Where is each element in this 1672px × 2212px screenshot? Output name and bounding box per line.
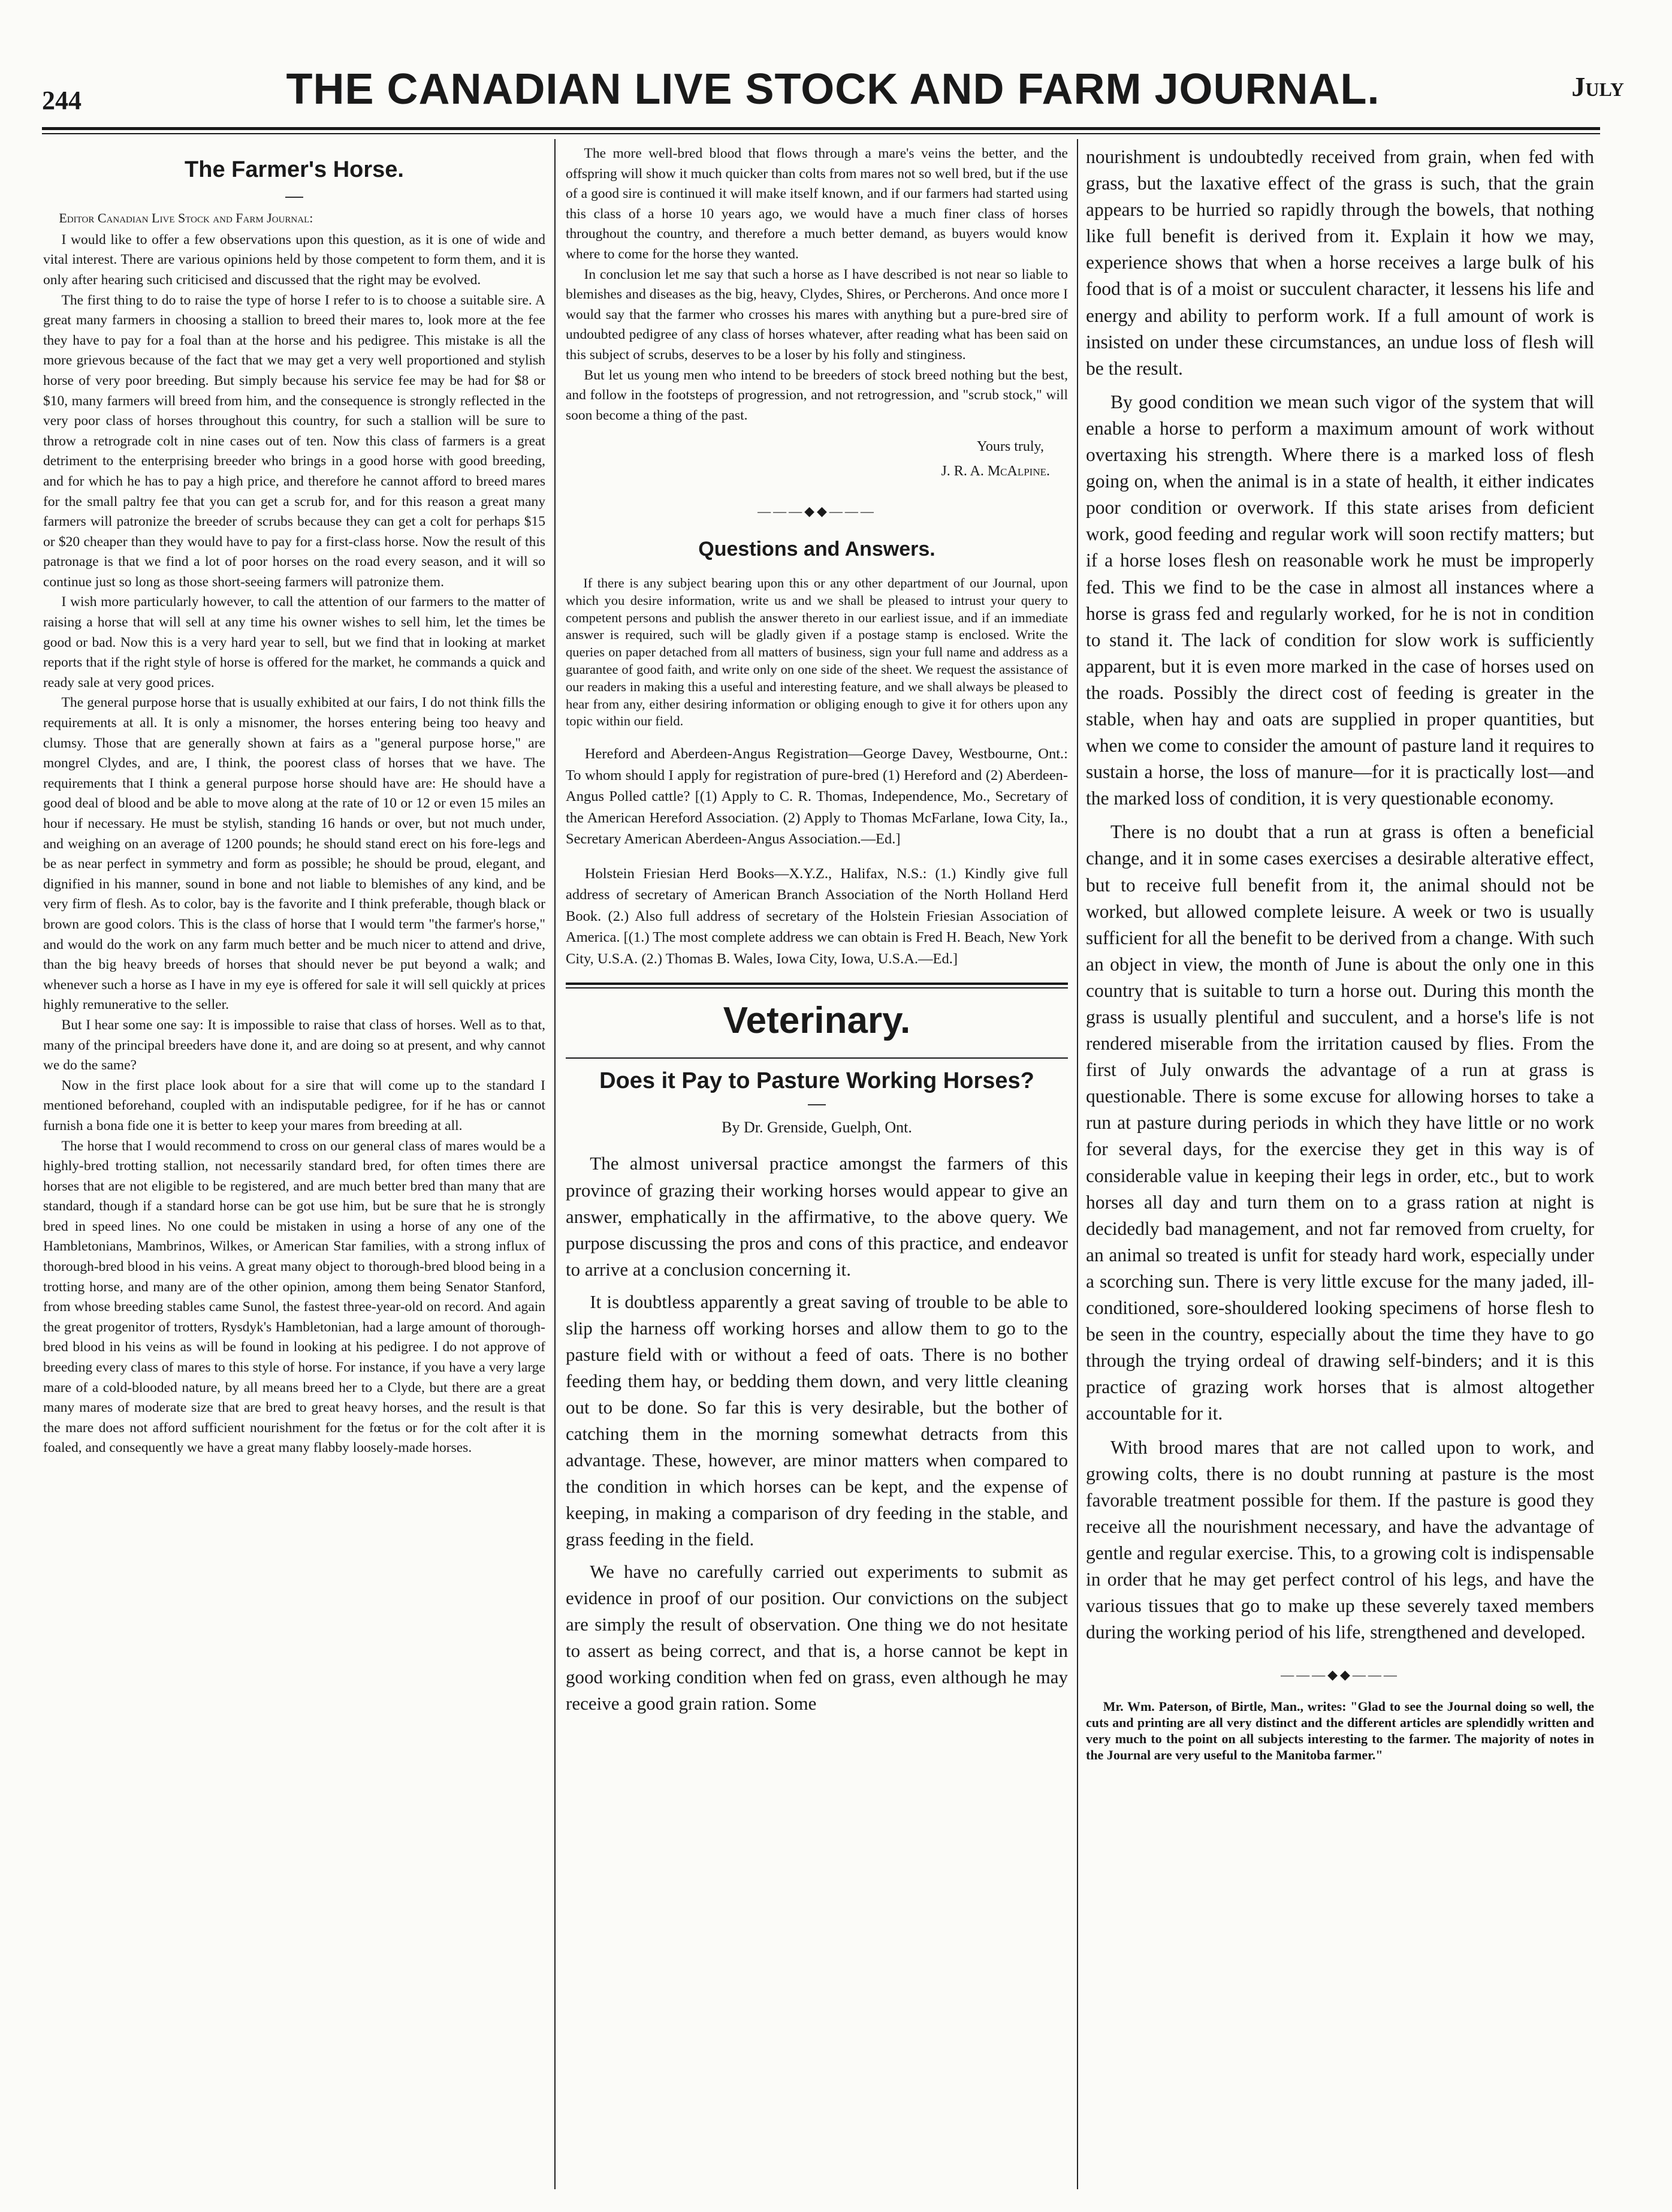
article-paragraph: With brood mares that are not called upon to work, and growing colts, there is no doubt running at pasture is the most favorable treatment possible for them. If the pasture is good they receive all the nourishment necessary, and have the advantage of gentle and regular exercise. This, to a growing colt is indispensable in order that he may get perfect control of his legs, and have the various tissues that go to make up these severely taxed members during the working period of his life, strengthened and developed.: [1086, 1436, 1594, 1643]
article-paragraph: The more well-bred blood that flows through a mare's veins the better, and the offspring will show it much quicker than colts from mares not so well bred, but if the use of a good sire is continued it will make itself known, and if our farmers had started using this class of a horse 10 years ago, we would have a much finer class of horses throughout the country, and therefore a much better demand, as buyers would know where to come for the horse they wanted.: [566, 146, 1068, 262]
article-paragraph: But I hear some one say: It is impossible to raise that class of horses. Well as to that, many of the principal breeders have done it, and are doing so at present, and why cannot we do the same?: [43, 1017, 545, 1074]
article-paragraph: Now in the first place look about for a sire that will come up to the standard I mentioned beforehand, coupled with an indisputable pedigree, for if he has or cannot furnish a bona fide one it is better to keep your mares from breeding at all.: [43, 1077, 545, 1134]
section-title-questions: Questions and Answers.: [698, 538, 935, 561]
article-title-pasture: Does it Pay to Pasture Working Horses?: [599, 1068, 1034, 1093]
questions-notice: If there is any subject bearing upon this or any other department of our Journal, upon which you desire information, write us and we shall be pleased to intrust your query to competent persons and publish the answer thereto in our earliest issue, and if an immediate answer is required, such will be gladly given if a postage stamp is enclosed. Write the queries on paper detached from all matters of business, sign your full name and address as a guarantee of good faith, and write only on one side of the sheet. We request the assistance of our readers in making this a useful and interesting feature, and we shall always be pleased to hear from any, either desiring information or obliging enough to give it for others upon any topic within our field.: [566, 575, 1068, 729]
veterinary-article-body: [566, 1150, 1068, 1716]
letter-signoff: Yours truly,: [976, 439, 1044, 455]
article-paragraph: I would like to offer a few observations upon this question, as it is one of wide and vital interest. There are various opinions held by those competent to form them, and it is only after hearing such criticised and discussed that the right may be evolved.: [43, 231, 545, 288]
section-rule-thin: [566, 1057, 1068, 1059]
section-ornament: ———◆◆———: [1281, 1667, 1399, 1683]
article-paragraph: We have no carefully carried out experiments to submit as evidence in proof of our position. Our convictions on the subject are simply the result of observation. One thing we do not hesitate to assert as being correct, and that is, a horse cannot be kept in good working condition when fed on grass, even although he may receive a good grain ration. Some: [566, 1560, 1068, 1714]
article-paragraph: The first thing to do to raise the type of horse I refer to is to choose a suitable sire. A great many farmers in choosing a stallion to breed their mares to, look more at the fee they have to pay for a foal than at the horse and his pedigree. This mistake is all the more grievous because of the fact that we may get a very well proportioned and stylish horse of very poor breeding. But simply because his service fee may be had for $8 or $10, many farmers will breed from him, and the consequence is strongly reflected in the very poor class of horses throughout this country, for such a stallion will be sure to throw a retrograde colt in nine cases out of ten. Now this class of farmers is a great detriment to the enterprising breeder who brings in a good horse with good breeding, and for which he has to pay a high price, and therefore he cannot afford to breed mares for the small paltry fee that you can get a scrub for, and for this reason a great many farmers will patronize the breeder of scrubs because they can get a colt for perhaps $15 or $20 cheaper than they would have to pay for a first-class horse. Now the result of this patronage is that we find a lot of poor horses on the road every season, and it will so continue just so long as those short-seeing farmers will patronize them.: [43, 292, 545, 590]
article-title-farmers-horse: The Farmer's Horse.: [185, 157, 404, 182]
issue-month: July: [1571, 71, 1624, 102]
section-title-veterinary: Veterinary.: [723, 1000, 911, 1042]
article-paragraph: But let us young men who intend to be breeders of stock breed nothing but the best, and follow in the footsteps of progression, and not retrogression, and "scrub stock," will soon become a thing of the past.: [566, 367, 1068, 423]
article-paragraph: By good condition we mean such vigor of the system that will enable a horse to perform a maximum amount of work without overtaxing his strength. Where there is a marked loss of flesh going on, when the animal is in a state of health, it either indicates poor condition or overwork. If this state arises from deficient work, good feeding and regular work will soon rectify matters; but if a horse loses flesh on reasonable work he must be improperly fed. This we find to be the case in almost all instances where a horse is grass fed and regularly worked, for he is not in condition to stand it. The lack of condition for slow work is sufficiently apparent, but it is even more marked in the case of horses used on the roads. Possibly the direct cost of feeding is greater in the stable, when hay and oats are supplied in proper quantities, but when we come to consider the amount of pasture land it requires to sustain a horse, the loss of manure—for it is practically lost—and the marked loss of condition, it is very questionable economy.: [1086, 391, 1594, 809]
section-rule-thin: [566, 987, 1068, 989]
title-dash: [285, 197, 303, 198]
article-paragraph: The general purpose horse that is usually exhibited at our fairs, I do not think fills the requirements at all. It is only a misnomer, the horses entering being too heavy and clumsy. Those that are generally shown at fairs as a "general purpose horse," are mongrel Clydes, and are, I think, the poorest class of horses that we have. The requirements that I think a general purpose horse should have are: He should have a good deal of blood and be able to move along at the rate of 10 or 12 or even 15 miles an hour if necessary. He must be stylish, standing 16 hands or over, but not much under, and weighing on an average of 1200 pounds; he should stand erect on his fore-legs and be as near perfect in symmetry and form as possible; he should be proud, elegant, and dignified in his manner, sound in bone and not liable to blemishes of any kind, and be very firm of flesh. As to color, bay is the favorite and I think preferable, though black or brown are good colors. This is the class of horse that I would term "the farmer's horse," and would do the work on any farm much better and be much nicer to attend and drive, than the big heavy breeds of horses that should never be put beyond a walk; and whenever such a horse as I have in my eye is offered for sale it will sell quickly at prices highly remunerative to the seller.: [43, 695, 545, 1013]
column-2: [566, 144, 1068, 2170]
article-paragraph: There is no doubt that a run at grass is often a beneficial change, and it in some cases exercises a desirable alterative effect, but to receive full benefit from it, the animal should not be worked, but allowed complete leisure. A week or two is usually sufficient for all the benefit to be derived from a change. With such an object in view, the month of June is about the only one in this country that is suitable to turn a horse out. During this month the grass is usually plentiful and succulent, and a horse's life is not rendered miserable from the irritation caused by flies. From the first of July onwards the advantage of a run at grass is questionable. There is some excuse for allowing horses to take a run at pasture during periods in which they have little or no work for several days, for the exercise they get in this way is of considerable value in keeping their legs in order, etc., but to work horses all day and turn them on to a grass ration at night is decidedly bad management, and not far removed from cruelty, for an animal so treated is unfit for steady hard work, especially under a scorching sun. There is very little excuse for the many jaded, ill-conditioned, sore-shouldered looking specimens of horse flesh to be seen in the country, especially about the time they have to go through the trying ordeal of drawing self-binders; and it is this practice of grazing work horses that is almost altogether accountable for it.: [1086, 821, 1594, 1424]
article-paragraph: It is doubtless apparently a great saving of trouble to be able to slip the harness off working horses and allow them to go to the pasture field with or without a feed of oats. There is no bother feeding them hay, or bedding them down, and very little cleaning out to be done. So far this is very desirable, but the bother of catching them in the morning somewhat detracts from this advantage. These, however, are minor matters when compared to the condition in which horses can be kept, and the expense of keeping, in making a comparison of dry feeding in the stable, and grass feeding in the field.: [566, 1291, 1068, 1550]
column-divider: [1077, 139, 1078, 2189]
letter-salutation: Editor Canadian Live Stock and Farm Journal:: [59, 210, 313, 226]
reader-letter: Mr. Wm. Paterson, of Birtle, Man., writes: "Glad to see the Journal doing so well, the cuts and printing are all very distinct and the different articles are splendidly written and very much to the point on all subjects interesting to the farmer. The majority of notes in the Journal are very useful to the Manitoba farmer.": [1086, 1699, 1594, 1762]
article-paragraph: I wish more particularly however, to call the attention of our farmers to the matter of raising a horse that will sell at any time his owner wishes to sell him, let the times be good or bad. Now this is a very hard year to sell, but we find that in looking at market reports that if the right style of horse is offered for the market, he commands a quick and ready sale at very good prices.: [43, 594, 545, 691]
column-3: [1086, 144, 1594, 2170]
article-byline: By Dr. Grenside, Guelph, Ont.: [722, 1119, 912, 1137]
journal-title: THE CANADIAN LIVE STOCK AND FARM JOURNAL.: [286, 65, 1380, 113]
question-answer: Holstein Friesian Herd Books—X.Y.Z., Halifax, N.S.: (1.) Kindly give full address of secretary of American Branch Association of the North Holland Herd Book. (2.) Also full address of secretary of the Holstein Friesian Association of America. [(1.) The most complete address we can obtain is Fred H. Beach, New York City, U.S.A. (2.) Thomas B. Wales, Iowa City, Iowa, U.S.A.—Ed.]: [566, 865, 1068, 967]
article-paragraph: nourishment is undoubtedly received from grain, when fed with grass, but the laxative effect of the grass is such, that the grain appears to be hurried so rapidly through the bowels, that nothing like full benefit is derived from it. Explain it how we may, experience shows that when a horse receives a large bulk of his food that is of a moist or succulent character, it lessens his life and energy and ability to perform work. If a full amount of work is insisted on under these circumstances, an undue loss of flesh will be the result.: [1086, 146, 1594, 379]
column-divider: [554, 139, 556, 2189]
question-answer: Hereford and Aberdeen-Angus Registration—George Davey, Westbourne, Ont.: To whom should I apply for registration of pure-bred (1) Hereford and (2) Aberdeen-Angus Polled cattle? [(1) Apply to C. R. Thomas, Independence, Mo., Secretary of the American Hereford Association. (2) Apply to Thomas McFarlane, Iowa City, Ia., Secretary American Aberdeen-Angus Association.—Ed.]: [566, 746, 1068, 848]
page-number: 244: [42, 86, 82, 115]
title-dash: [808, 1104, 826, 1105]
article-paragraph: In conclusion let me say that such a horse as I have described is not near so liable to blemishes and diseases as the big, heavy, Clydes, Shires, or Percherons. And once more I would say that the farmer who crosses his mares with anything but a pure-bred sire of undoubted pedigree of any class of horses whatever, after reading what has been said on this subject of scrubs, deserves to be a loser by his folly and stinginess.: [566, 266, 1068, 363]
section-rule: [566, 983, 1068, 985]
article-paragraph: The horse that I would recommend to cross on our general class of mares would be a highly-bred trotting stallion, not necessarily standard bred, for often times there are horses that are not eligible to be registered, and are much better bred than many that are standard, though if a standard horse can be got use him, but be sure that he is strongly bred in speed lines. No one could be mistaken in using a horse of any one of the Hambletonians, Mambrinos, Wilkes, or American Star families, with a strong influx of thorough-bred blood in his veins. A great many object to thorough-bred blood being in a trotting horse, and many are of the other opinion, among them being Senator Stanford, from whose breeding stables came Sunol, the fastest three-year-old on record. And again the great progenitor of trotters, Rysdyk's Hambletonian, had a large amount of thorough-bred blood in his veins as will be found in looking at his pedigree. I do not approve of breeding every class of mares to this style of horse. For instance, if you have a very large mare of a cold-blooded nature, by all means breed her to a Clyde, but there are a great many mares of moderate size that are bred to great heavy horses, and the result is that the mare does not afford sufficient nourishment for the fœtus or for the colt after it is foaled, and consequently we have a great many flabby loosely-made horses.: [43, 1138, 545, 1456]
letter-signature: J. R. A. McAlpine.: [941, 463, 1050, 479]
section-ornament: ———◆◆———: [757, 503, 876, 519]
page-header: [42, 60, 1624, 126]
header-rule: [42, 127, 1600, 130]
header-rule-thin: [42, 133, 1600, 134]
article-paragraph: The almost universal practice amongst the farmers of this province of grazing their working horses would appear to give an answer, emphatically in the affirmative, to the above query. We purpose discussing the pros and cons of this practice, and endeavor to arrive at a conclusion concerning it.: [566, 1153, 1068, 1280]
column-1: [43, 144, 545, 2170]
